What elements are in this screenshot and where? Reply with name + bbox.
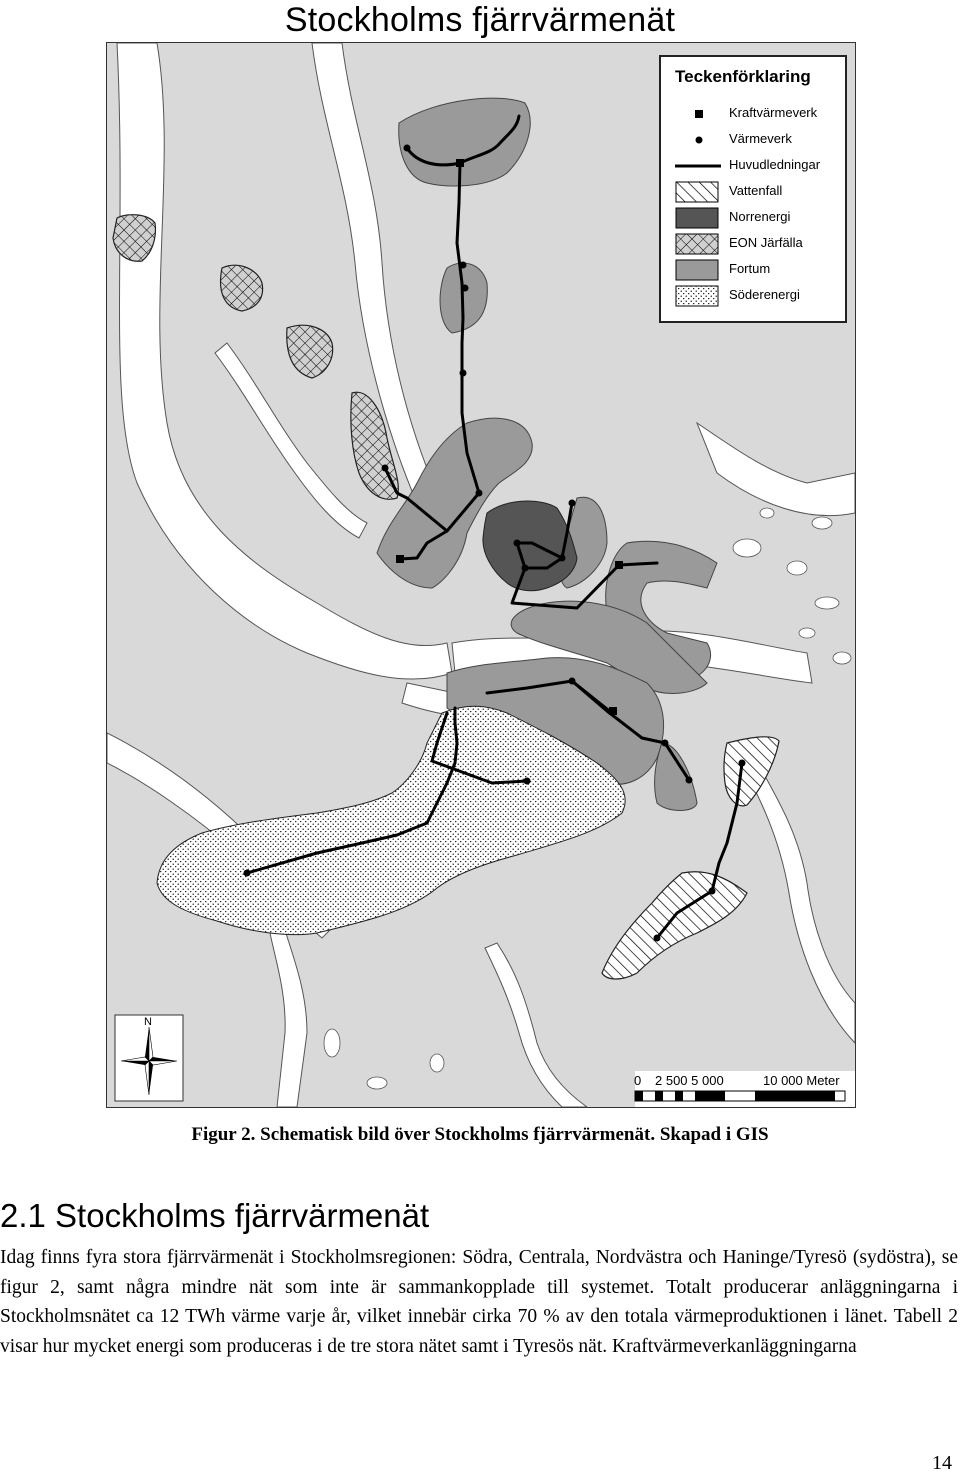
- stipple-icon: [675, 285, 721, 307]
- legend-label: Vattenfall: [729, 183, 783, 198]
- legend-label: Fortum: [729, 261, 771, 276]
- scale-label-left: 0: [634, 1073, 642, 1088]
- section-heading: 2.1 Stockholms fjärrvärmenät: [0, 1197, 430, 1234]
- legend-title: Teckenförklaring: [675, 67, 811, 86]
- legend-label: Norrenergi: [729, 209, 791, 224]
- legend-item-kraftvarmeverk: [675, 103, 845, 125]
- dot-marker-icon: [675, 129, 721, 151]
- hatch-cross-icon: [675, 233, 721, 255]
- scale-label-right: 10 000 Meter: [763, 1073, 840, 1088]
- legend-label: Huvudledningar: [729, 157, 821, 172]
- map-legend: [659, 55, 847, 323]
- legend-item-norrenergi: [675, 207, 845, 229]
- legend-label: Värmeverk: [729, 131, 792, 146]
- page-number: 14: [932, 1452, 952, 1474]
- fill-dark-icon: [675, 207, 721, 229]
- district-heating-map: [106, 42, 856, 1108]
- square-marker-icon: [675, 103, 721, 125]
- line-icon: [675, 155, 721, 177]
- body-paragraph: Idag finns fyra stora fjärrvärmenät i Stockholmsregionen: Södra, Centrala, Nordvästra och Haninge/Tyresö (sydöstra), se figur 2, samt några mindre nät som inte är sammankopplade till systemet. Totalt producerar anläggningarna i Stockholmsnätet ca 12 TWh värme varje år, vilket innebär cirka 70 % av den totala värmeproduktionen i länet. Tabell 2 visar hur mycket energi som produceras i de tre stora nätet samt i Tyresös nät. Kraftvärmeverkanläggningarna: [0, 1247, 958, 1357]
- north-label: N: [144, 1016, 152, 1028]
- hatch-diagonal-icon: [675, 181, 721, 203]
- fill-medium-icon: [675, 259, 721, 281]
- figure-caption: Figur 2. Schematisk bild över Stockholms fjärrvärmenät. Skapad i GIS: [191, 1124, 769, 1145]
- legend-item-huvudledningar: [675, 155, 845, 177]
- legend-label: EON Järfälla: [729, 235, 803, 250]
- legend-item-fortum: [675, 259, 845, 281]
- legend-item-varmeverk: [675, 129, 845, 151]
- legend-item-vattenfall: [675, 181, 845, 203]
- legend-label: Söderenergi: [729, 287, 800, 302]
- legend-item-soderenergi: [675, 285, 845, 307]
- map-title: Stockholms fjärrvärmenät: [284, 1, 676, 39]
- scale-label-mid: 2 500 5 000: [655, 1073, 724, 1088]
- legend-label: Kraftvärmeverk: [729, 105, 818, 120]
- legend-item-eon-jarfalla: [675, 233, 845, 255]
